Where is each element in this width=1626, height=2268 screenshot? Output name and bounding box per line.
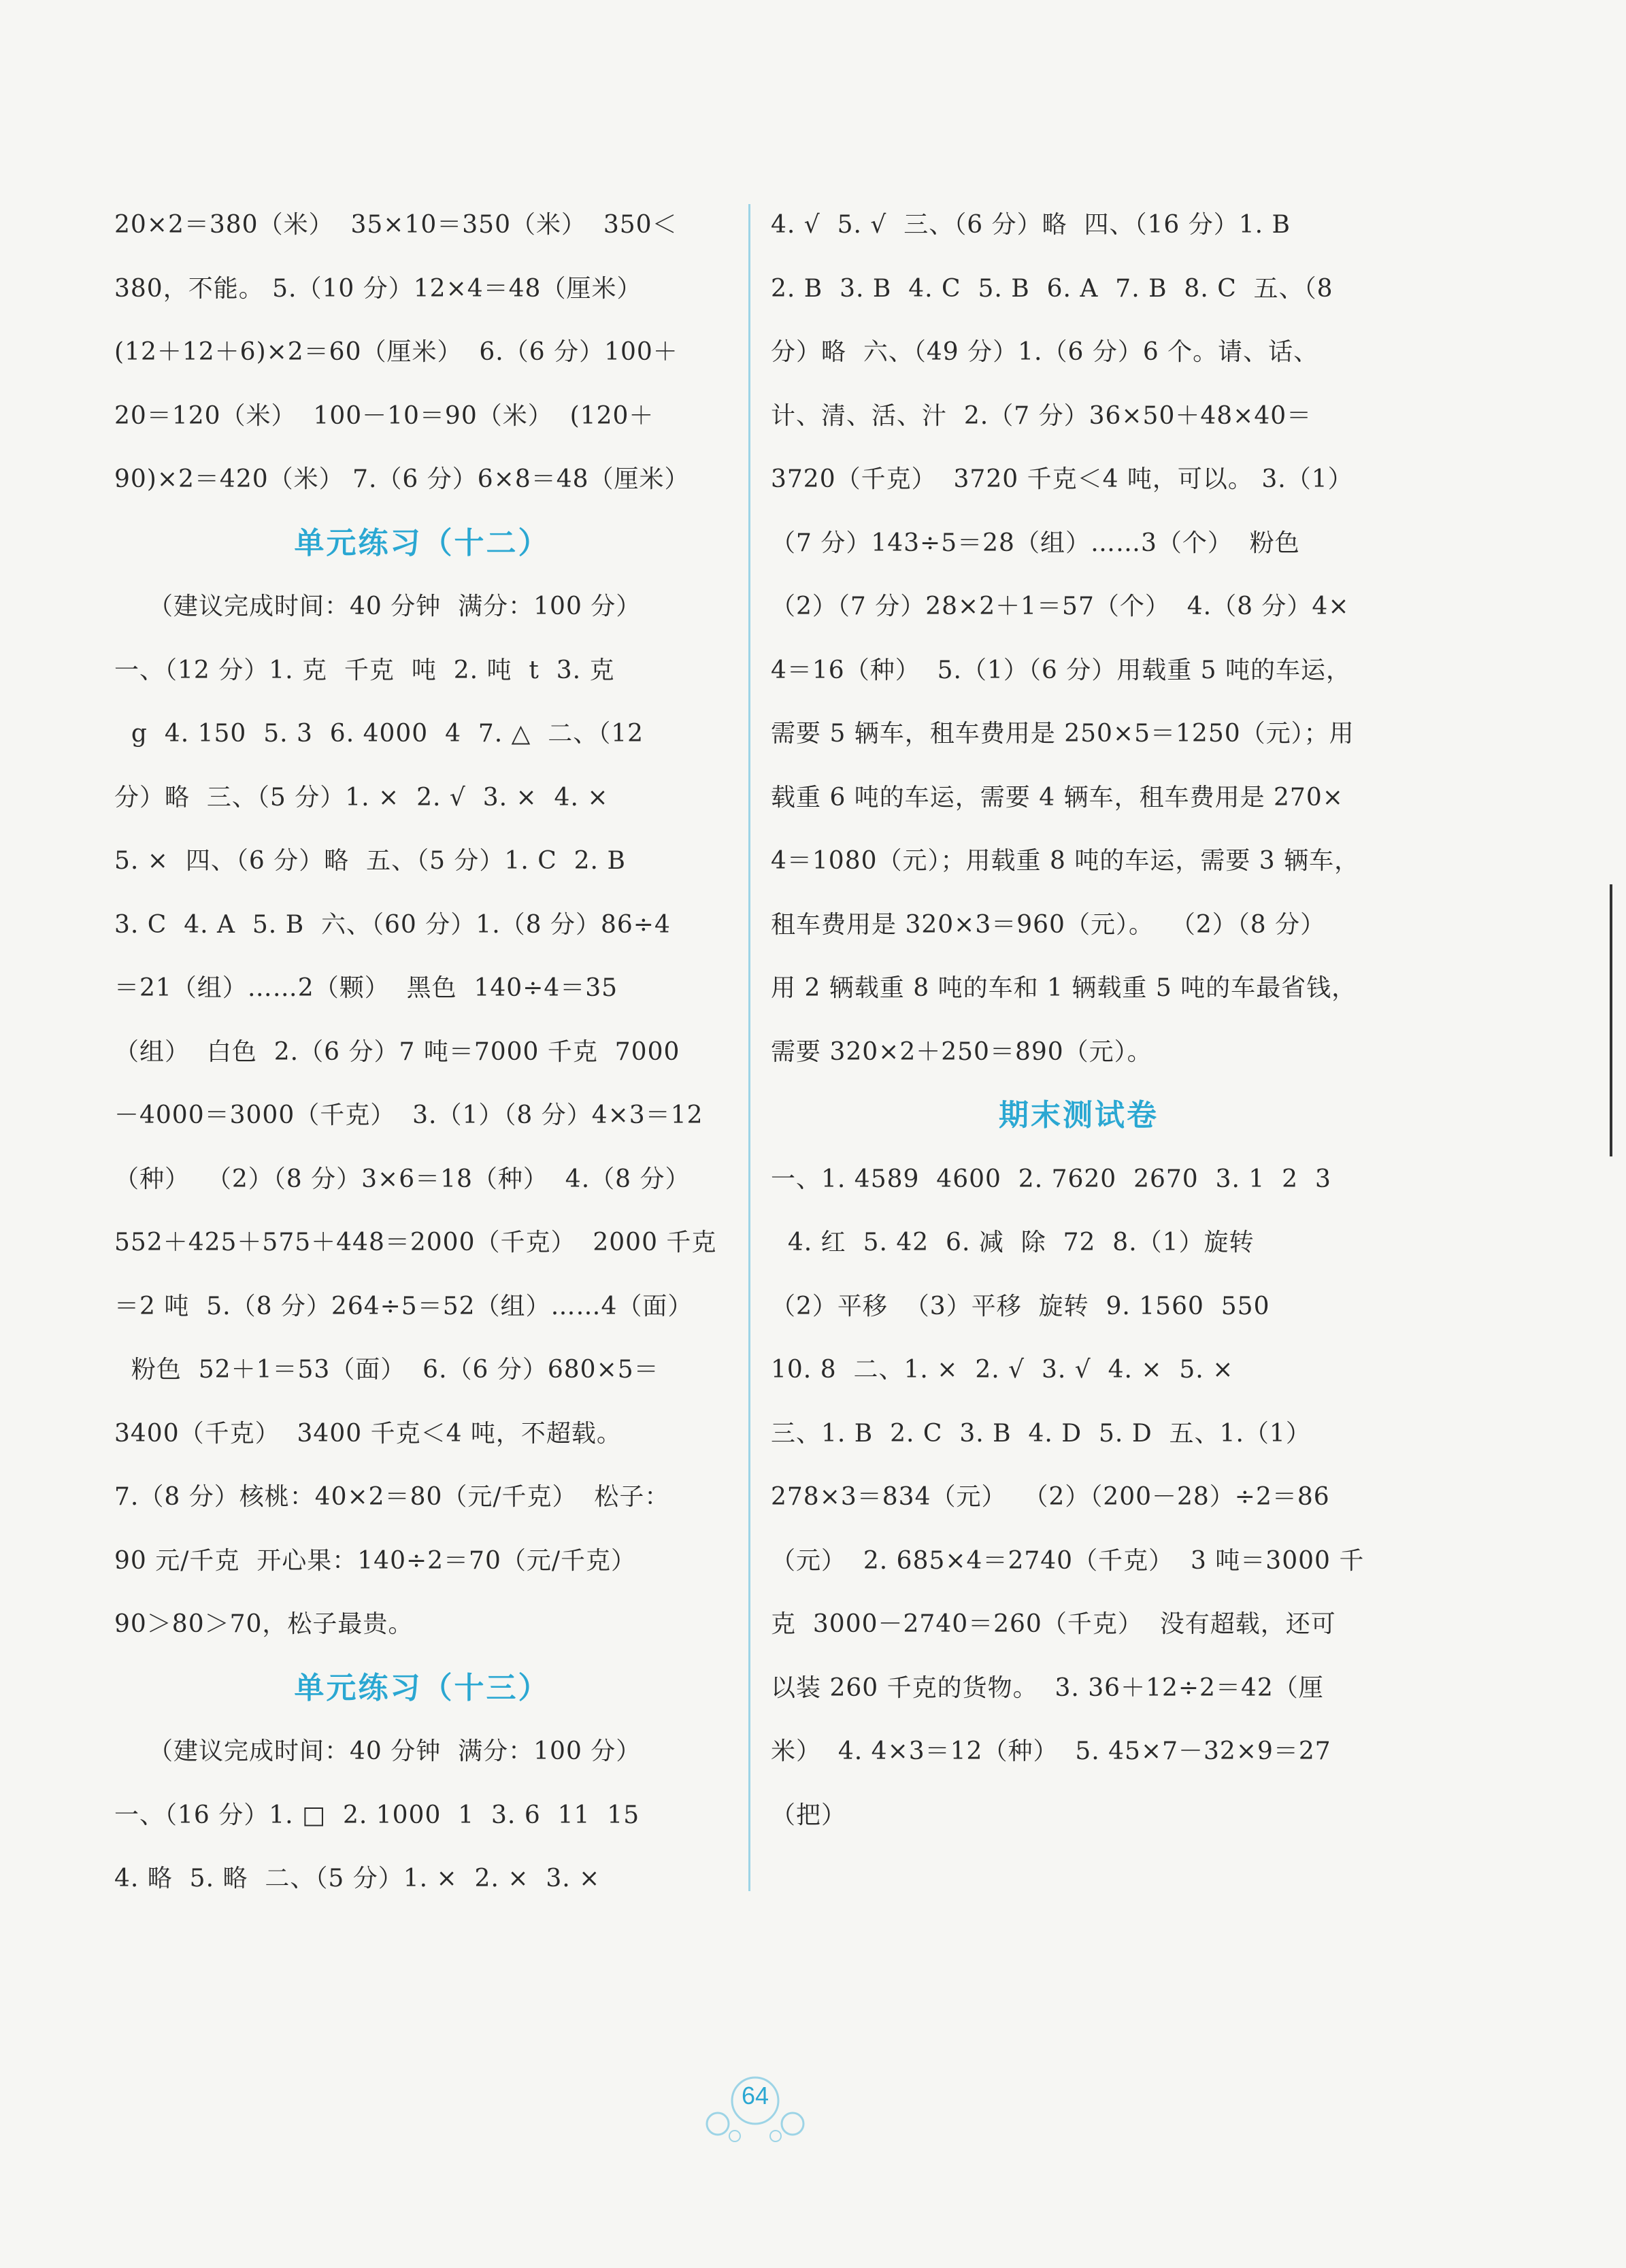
right-column <box>771 193 1387 1847</box>
answer-line: 需要 5 辆车，租车费用是 250×5＝1250（元）；用 <box>771 720 1355 748</box>
section-heading: 单元练习（十二） <box>294 525 550 561</box>
answer-line: 278×3＝834（元） （2）（200－28）÷2＝86 <box>771 1483 1330 1511</box>
answer-line: 4. √ 5. √ 三、（6 分）略 四、（16 分）1. B <box>771 211 1291 239</box>
answer-line: 90＞80＞70，松子最贵。 <box>114 1610 414 1638</box>
answer-line: （把） <box>771 1801 847 1829</box>
answer-line: 用 2 辆载重 8 吨的车和 1 辆载重 5 吨的车最省钱， <box>771 974 1357 1002</box>
answer-line: 10. 8 二、1. × 2. √ 3. √ 4. × 5. × <box>771 1356 1234 1384</box>
page-number: 64 <box>741 2082 769 2109</box>
answer-line: －4000＝3000（千克） 3.（1）（8 分）4×3＝12 <box>114 1101 703 1129</box>
answer-line: 租车费用是 320×3＝960（元）。 （2）（8 分） <box>771 910 1326 939</box>
answer-line: 3720（千克） 3720 千克＜4 吨，可以。 3.（1） <box>771 465 1353 493</box>
page-number-badge <box>697 2075 813 2150</box>
answer-line: 4＝1080（元）；用载重 8 吨的车运，需要 3 辆车， <box>771 847 1360 875</box>
answer-line: 4. 红 5. 42 6. 减 除 72 8.（1）旋转 <box>771 1229 1255 1256</box>
answer-line: 三、1. B 2. C 3. B 4. D 5. D 五、1.（1） <box>771 1419 1311 1448</box>
answer-line: 20×2＝380（米） 35×10＝350（米） 350＜ <box>114 211 678 239</box>
answer-line: （2）平移 （3）平移 旋转 9. 1560 550 <box>771 1292 1270 1320</box>
section-heading: 单元练习（十三） <box>294 1670 550 1705</box>
answer-line: 克 3000－2740＝260（千克） 没有超载，还可 <box>771 1610 1336 1638</box>
answer-line: 分）略 三、（5 分）1. × 2. √ 3. × 4. × <box>114 783 609 812</box>
answer-line: (12＋12＋6)×2＝60（厘米） 6.（6 分）100＋ <box>114 338 678 366</box>
answer-line: 分）略 六、（49 分）1.（6 分）6 个。请、话、 <box>771 338 1319 366</box>
scan-edge-mark <box>1610 884 1612 1156</box>
answer-line: （建议完成时间：40 分钟 满分：100 分） <box>148 593 642 620</box>
answer-line: 以装 260 千克的货物。 3. 36＋12÷2＝42（厘 <box>771 1673 1324 1702</box>
answer-line: 一、1. 4589 4600 2. 7620 2670 3. 1 2 3 <box>771 1165 1331 1193</box>
answer-line: 需要 320×2＋250＝890（元）。 <box>771 1037 1152 1066</box>
left-column <box>114 193 730 1911</box>
column-divider <box>748 204 750 1891</box>
answer-line: 90 元/千克 开心果：140÷2＝70（元/千克） <box>114 1546 636 1575</box>
answer-line: 一、（16 分）1. □ 2. 1000 1 3. 6 11 15 <box>114 1801 640 1829</box>
answer-line: 米） 4. 4×3＝12（种） 5. 45×7－32×9＝27 <box>771 1737 1331 1765</box>
answer-line: 载重 6 吨的车运，需要 4 辆车，租车费用是 270× <box>771 783 1344 812</box>
answer-line: （种） （2）（8 分）3×6＝18（种） 4.（8 分） <box>114 1165 691 1193</box>
answer-line: 7.（8 分）核桃：40×2＝80（元/千克） 松子： <box>114 1483 670 1511</box>
answer-line: 20＝120（米） 100－10＝90（米） (120＋ <box>114 401 654 430</box>
answer-line: 粉色 52＋1＝53（面） 6.（6 分）680×5＝ <box>114 1356 659 1384</box>
answer-line: 380，不能。 5.（10 分）12×4＝48（厘米） <box>114 274 642 303</box>
answer-line: （组） 白色 2.（6 分）7 吨＝7000 千克 7000 <box>114 1037 680 1066</box>
answer-line: （2）（7 分）28×2＋1＝57（个） 4.（8 分）4× <box>771 593 1350 620</box>
answer-line: 5. × 四、（6 分）略 五、（5 分）1. C 2. B <box>114 847 626 875</box>
answer-line: 3. C 4. A 5. B 六、（60 分）1.（8 分）86÷4 <box>114 910 671 939</box>
answer-line: 4. 略 5. 略 二、（5 分）1. × 2. × 3. × <box>114 1865 601 1892</box>
answer-line: 3400（千克） 3400 千克＜4 吨，不超载。 <box>114 1419 622 1448</box>
answer-line: ＝2 吨 5.（8 分）264÷5＝52（组）……4（面） <box>114 1292 693 1320</box>
answer-line: 4＝16（种） 5.（1）（6 分）用载重 5 吨的车运， <box>771 656 1351 684</box>
answer-line: （元） 2. 685×4＝2740（千克） 3 吨＝3000 千 <box>771 1546 1365 1575</box>
answer-line: （7 分）143÷5＝28（组）……3（个） 粉色 <box>771 529 1300 557</box>
answer-line: 552＋425＋575＋448＝2000（千克） 2000 千克 <box>114 1229 717 1256</box>
answer-line: （建议完成时间：40 分钟 满分：100 分） <box>148 1737 642 1765</box>
answer-line: 一、（12 分）1. 克 千克 吨 2. 吨 t 3. 克 <box>114 656 615 684</box>
answer-line: g 4. 150 5. 3 6. 4000 4 7. △ 二、（12 <box>114 720 644 748</box>
section-heading: 期末测试卷 <box>999 1098 1159 1133</box>
answer-line: 计、清、活、汁 2.（7 分）36×50＋48×40＝ <box>771 401 1312 430</box>
answer-line: 90)×2＝420（米） 7.（6 分）6×8＝48（厘米） <box>114 465 690 493</box>
answer-line: 2. B 3. B 4. C 5. B 6. A 7. B 8. C 五、（8 <box>771 274 1333 303</box>
answer-line: ＝21（组）……2（颗） 黑色 140÷4＝35 <box>114 974 618 1002</box>
